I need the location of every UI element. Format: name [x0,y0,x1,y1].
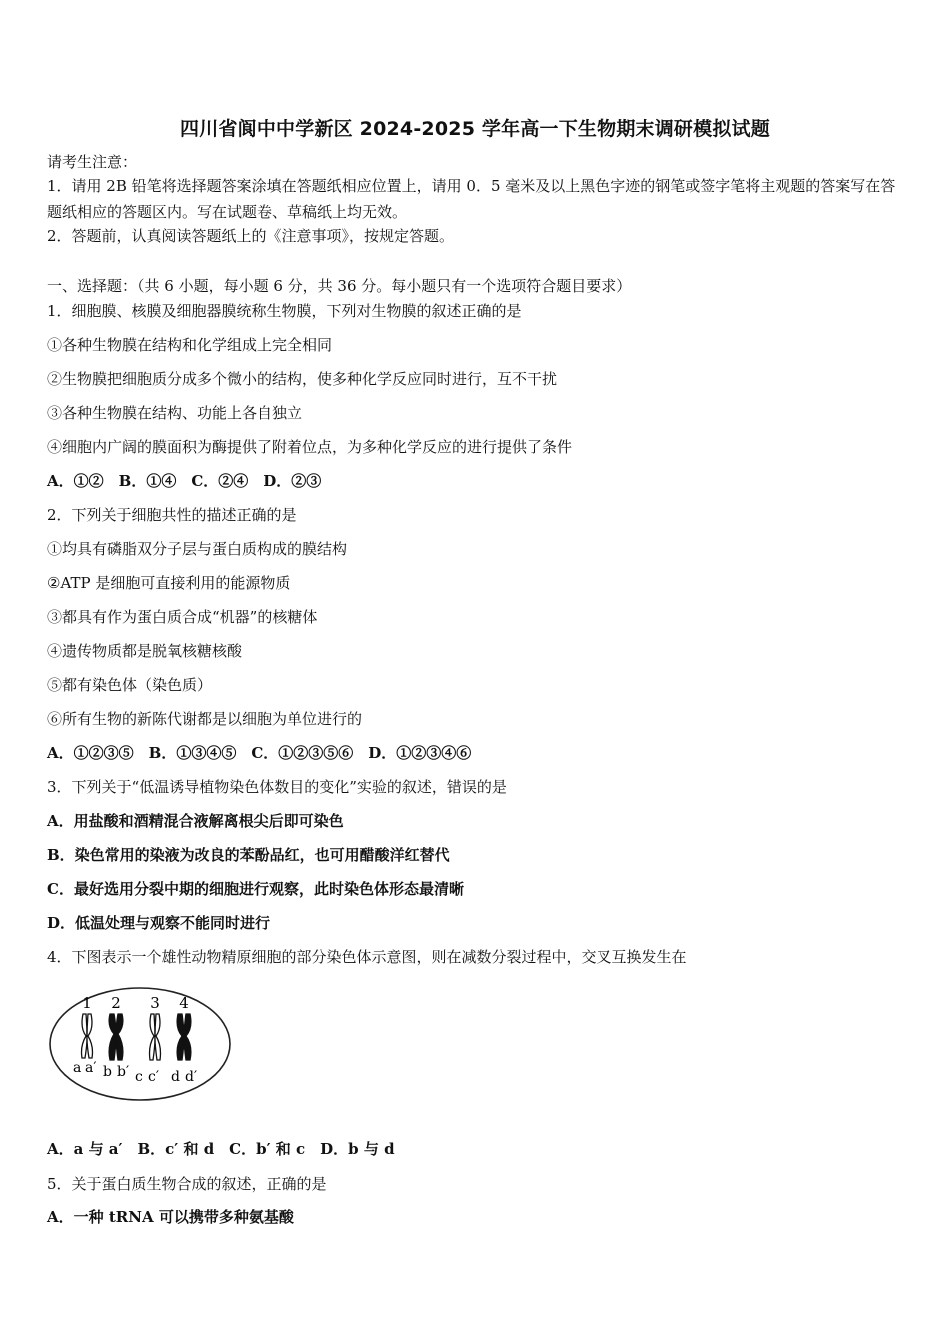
q2-statement-4: ④遗传物质都是脱氧核糖核酸 [47,642,243,660]
page-title: 四川省阆中中学新区 2024-2025 学年高一下生物期末调研模拟试题 [180,118,770,140]
allele-label-a-prime: a′ [85,1060,97,1076]
chromosome-number-1: 1 [82,994,92,1012]
allele-label-b: b [103,1064,112,1080]
q2-options: A．①②③⑤ B．①③④⑤ C．①②③⑤⑥ D．①②③④⑥ [47,744,472,762]
q3-option-c: C．最好选用分裂中期的细胞进行观察，此时染色体形态最清晰 [47,880,464,898]
allele-label-c: c [135,1069,143,1085]
chromosome-number-3: 3 [150,994,160,1012]
notice-item-2: 2．答题前，认真阅读答题纸上的《注意事项》，按规定答题。 [47,227,455,245]
notice-heading: 请考生注意： [47,153,138,171]
q2-statement-1: ①均具有磷脂双分子层与蛋白质构成的膜结构 [47,540,348,558]
q4-stem: 4．下图表示一个雄性动物精原细胞的部分染色体示意图，则在减数分裂过程中，交叉互换发生在 [47,948,687,966]
q1-stem: 1．细胞膜、核膜及细胞器膜统称生物膜，下列对生物膜的叙述正确的是 [47,302,522,320]
chromosome-number-2: 2 [111,994,121,1012]
q1-statement-4: ④细胞内广阔的膜面积为酶提供了附着位点，为多种化学反应的进行提供了条件 [47,438,573,456]
q2-statement-3: ③都具有作为蛋白质合成“机器”的核糖体 [47,608,318,626]
q2-statement-5: ⑤都有染色体（染色质） [47,676,213,694]
allele-label-b-prime: b′ [117,1064,130,1080]
section-heading: 一、选择题：（共 6 小题，每小题 6 分，共 36 分。每小题只有一个选项符合题目要求） [47,277,632,295]
q1-options: A．①② B．①④ C．②④ D．②③ [47,472,322,490]
chromosome-figure [47,980,233,1104]
q2-statement-2: ②ATP 是细胞可直接利用的能源物质 [47,574,291,592]
allele-label-c-prime: c′ [148,1069,160,1085]
q5-option-a: A．一种 tRNA 可以携带多种氨基酸 [47,1208,294,1226]
q3-option-b: B．染色常用的染液为改良的苯酚品红，也可用醋酸洋红替代 [47,846,450,864]
q3-stem: 3．下列关于“低温诱导植物染色体数目的变化”实验的叙述，错误的是 [47,778,507,796]
q1-statement-3: ③各种生物膜在结构、功能上各自独立 [47,404,303,422]
chromosome-number-4: 4 [179,994,189,1012]
q1-statement-2: ②生物膜把细胞质分成多个微小的结构，使多种化学反应同时进行，互不干扰 [47,370,558,388]
q5-stem: 5．关于蛋白质生物合成的叙述，正确的是 [47,1175,327,1193]
allele-label-d: d [171,1069,180,1085]
q2-stem: 2．下列关于细胞共性的描述正确的是 [47,506,297,524]
q3-option-d: D．低温处理与观察不能同时进行 [47,914,271,932]
q3-option-a: A．用盐酸和酒精混合液解离根尖后即可染色 [47,812,344,830]
q2-statement-6: ⑥所有生物的新陈代谢都是以细胞为单位进行的 [47,710,363,728]
q1-statement-1: ①各种生物膜在结构和化学组成上完全相同 [47,336,333,354]
allele-label-a: a [73,1060,82,1076]
notice-item-1: 1．请用 2B 铅笔将选择题答案涂填在答题纸相应位置上，请用 0．5 毫米及以上黑色字迹的钢笔或签字笔将主观题的答案写在答题纸相应的答题区内。写在试题卷、草稿纸上均无效。 [47,177,896,221]
allele-label-d-prime: d′ [185,1069,198,1085]
q4-options: A．a 与 a′ B．c′ 和 d C．b′ 和 c D．b 与 d [47,1140,395,1158]
